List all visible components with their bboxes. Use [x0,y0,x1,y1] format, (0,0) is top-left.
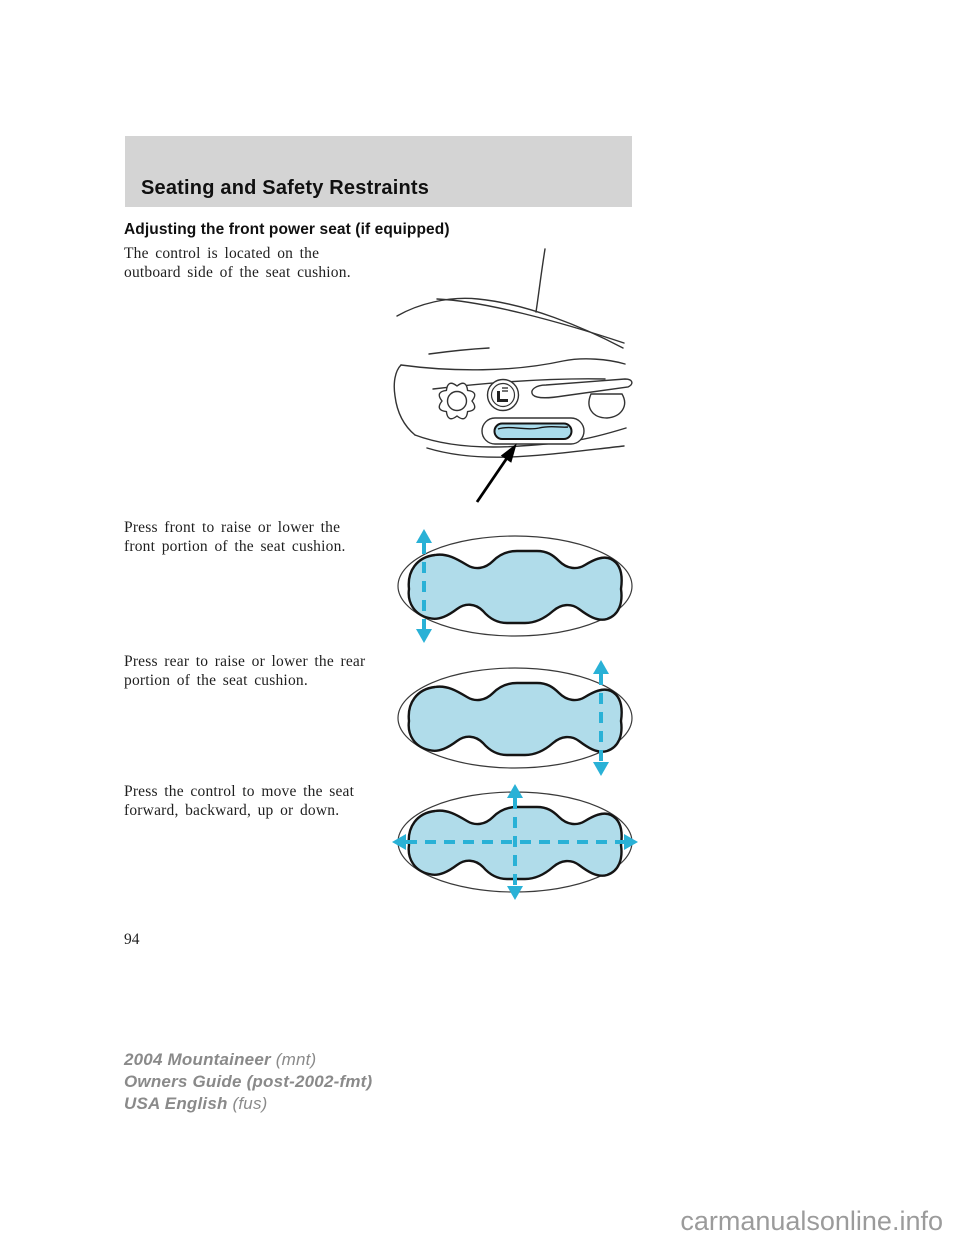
seat-control-illustration [393,244,633,508]
footer-line [124,1071,372,1093]
text-line: portion of the seat cushion. [124,671,308,689]
text-line: outboard side of the seat cushion. [124,263,351,281]
text-line: forward, backward, up or down. [124,801,340,819]
seat-back-seam-line [536,249,545,312]
chapter-header-bar [125,136,632,207]
cushion-edge-line [397,298,623,348]
cross-arrow-icon [392,784,638,900]
footer-line [124,1093,372,1115]
text-line: front portion of the seat cushion. [124,537,346,555]
paragraph-press-front [124,519,404,556]
footer-language: USA English [124,1094,228,1113]
seat-lever-icon [532,379,632,418]
text-line: The control is located on the [124,245,320,262]
text-line: Press front to raise or lower the [124,519,341,536]
figure-move-all-directions [389,779,641,905]
heated-seat-button-icon [488,380,519,411]
watermark-text: carmanualsonline.info [680,1206,943,1236]
paragraph-press-rear [124,653,404,690]
chapter-title: Seating and Safety Restraints [141,177,430,199]
recline-knob-icon [439,383,475,419]
footer-line [124,1049,372,1071]
footer-imprint [124,1049,372,1115]
cushion-gap-line [429,348,489,354]
footer-model: 2004 Mountaineer [124,1050,271,1069]
footer-code: (mnt) [270,1050,317,1069]
pointer-arrow-icon [477,446,515,502]
figure-rear-raise-lower [390,656,640,780]
text-line: Press the control to move the seat [124,783,355,800]
figure-front-raise-lower [390,524,640,648]
footer-guide: Owners Guide (post-2002-fmt) [124,1072,373,1091]
text-line: Press rear to raise or lower the rear [124,653,366,670]
panel-top-line [401,359,625,370]
section-heading: Adjusting the front power seat (if equipped) [124,221,450,238]
power-seat-control-highlight [482,418,584,444]
paragraph-move-seat [124,783,404,820]
panel-left-edge [394,365,415,435]
footer-code: (fus) [227,1094,268,1113]
page-number: 94 [124,931,140,948]
cushion-edge-line [437,299,624,343]
paragraph-control-location [124,245,404,282]
panel-bottom-line [427,446,624,457]
